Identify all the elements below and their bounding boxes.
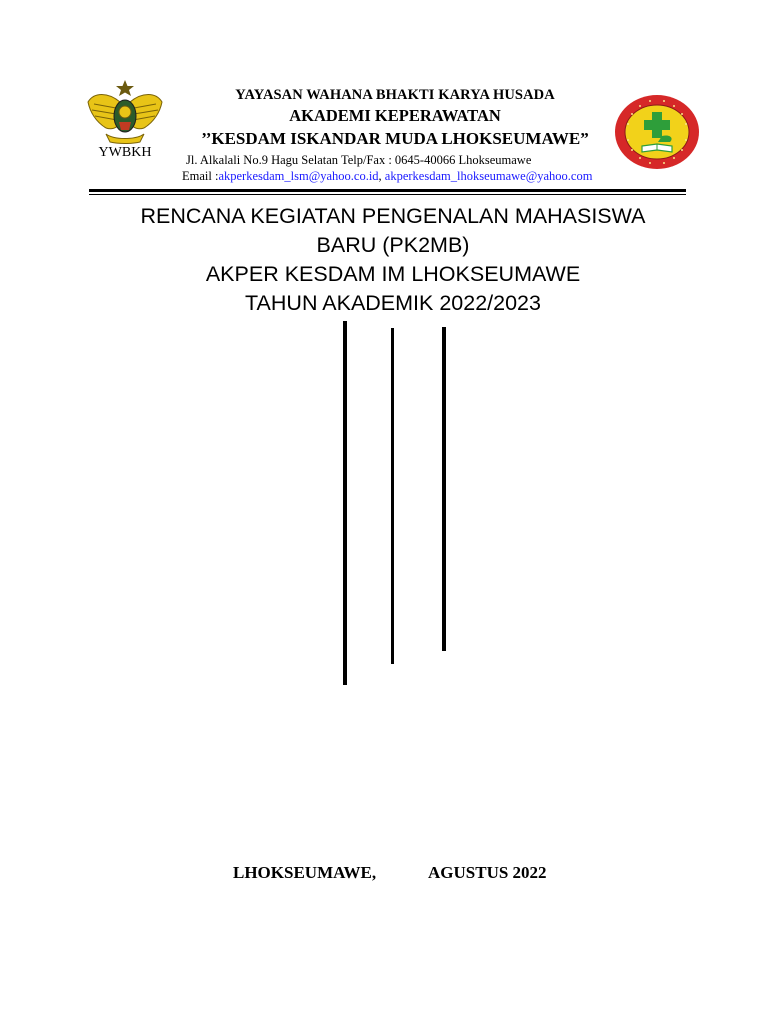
- email-line: [182, 169, 592, 184]
- address-line: Jl. Alkalali No.9 Hagu Selatan Telp/Fax : 0645-40066 Lhokseumawe: [186, 153, 532, 167]
- title-line-2: BARU (PK2MB): [316, 233, 470, 257]
- title-line-1: RENCANA KEGIATAN PENGENALAN MAHASISWA: [140, 204, 646, 228]
- foundation-name: YAYASAN WAHANA BHAKTI KARYA HUSADA: [235, 87, 555, 103]
- document-title: [90, 202, 696, 318]
- email-link-2[interactable]: akperkesdam_lhokseumawe@yahoo.com: [384, 169, 593, 183]
- academy-seal-icon: [614, 94, 700, 170]
- left-logo-label: YWBKH: [98, 145, 152, 160]
- title-line-3: AKPER KESDAM IM LHOKSEUMAWE: [205, 262, 581, 286]
- vertical-bar-1: [343, 321, 347, 685]
- vertical-bar-3: [442, 327, 446, 651]
- footer-date: AGUSTUS 2022: [428, 863, 547, 882]
- garuda-emblem-icon: [86, 78, 164, 144]
- header-divider-thick: [89, 189, 686, 192]
- email-link-1[interactable]: akperkesdam_lsm@yahoo.co.id: [218, 169, 379, 183]
- header-divider-thin: [89, 194, 686, 195]
- email-separator: ,: [378, 169, 385, 183]
- vertical-bar-2: [391, 328, 394, 664]
- academy-subname: ’’KESDAM ISKANDAR MUDA LHOKSEUMAWE”: [201, 129, 589, 148]
- academy-name: AKADEMI KEPERAWATAN: [289, 106, 501, 125]
- footer-city: LHOKSEUMAWE,: [233, 863, 377, 882]
- title-line-4: TAHUN AKADEMIK 2022/2023: [245, 291, 541, 315]
- email-prefix: Email :: [182, 169, 219, 183]
